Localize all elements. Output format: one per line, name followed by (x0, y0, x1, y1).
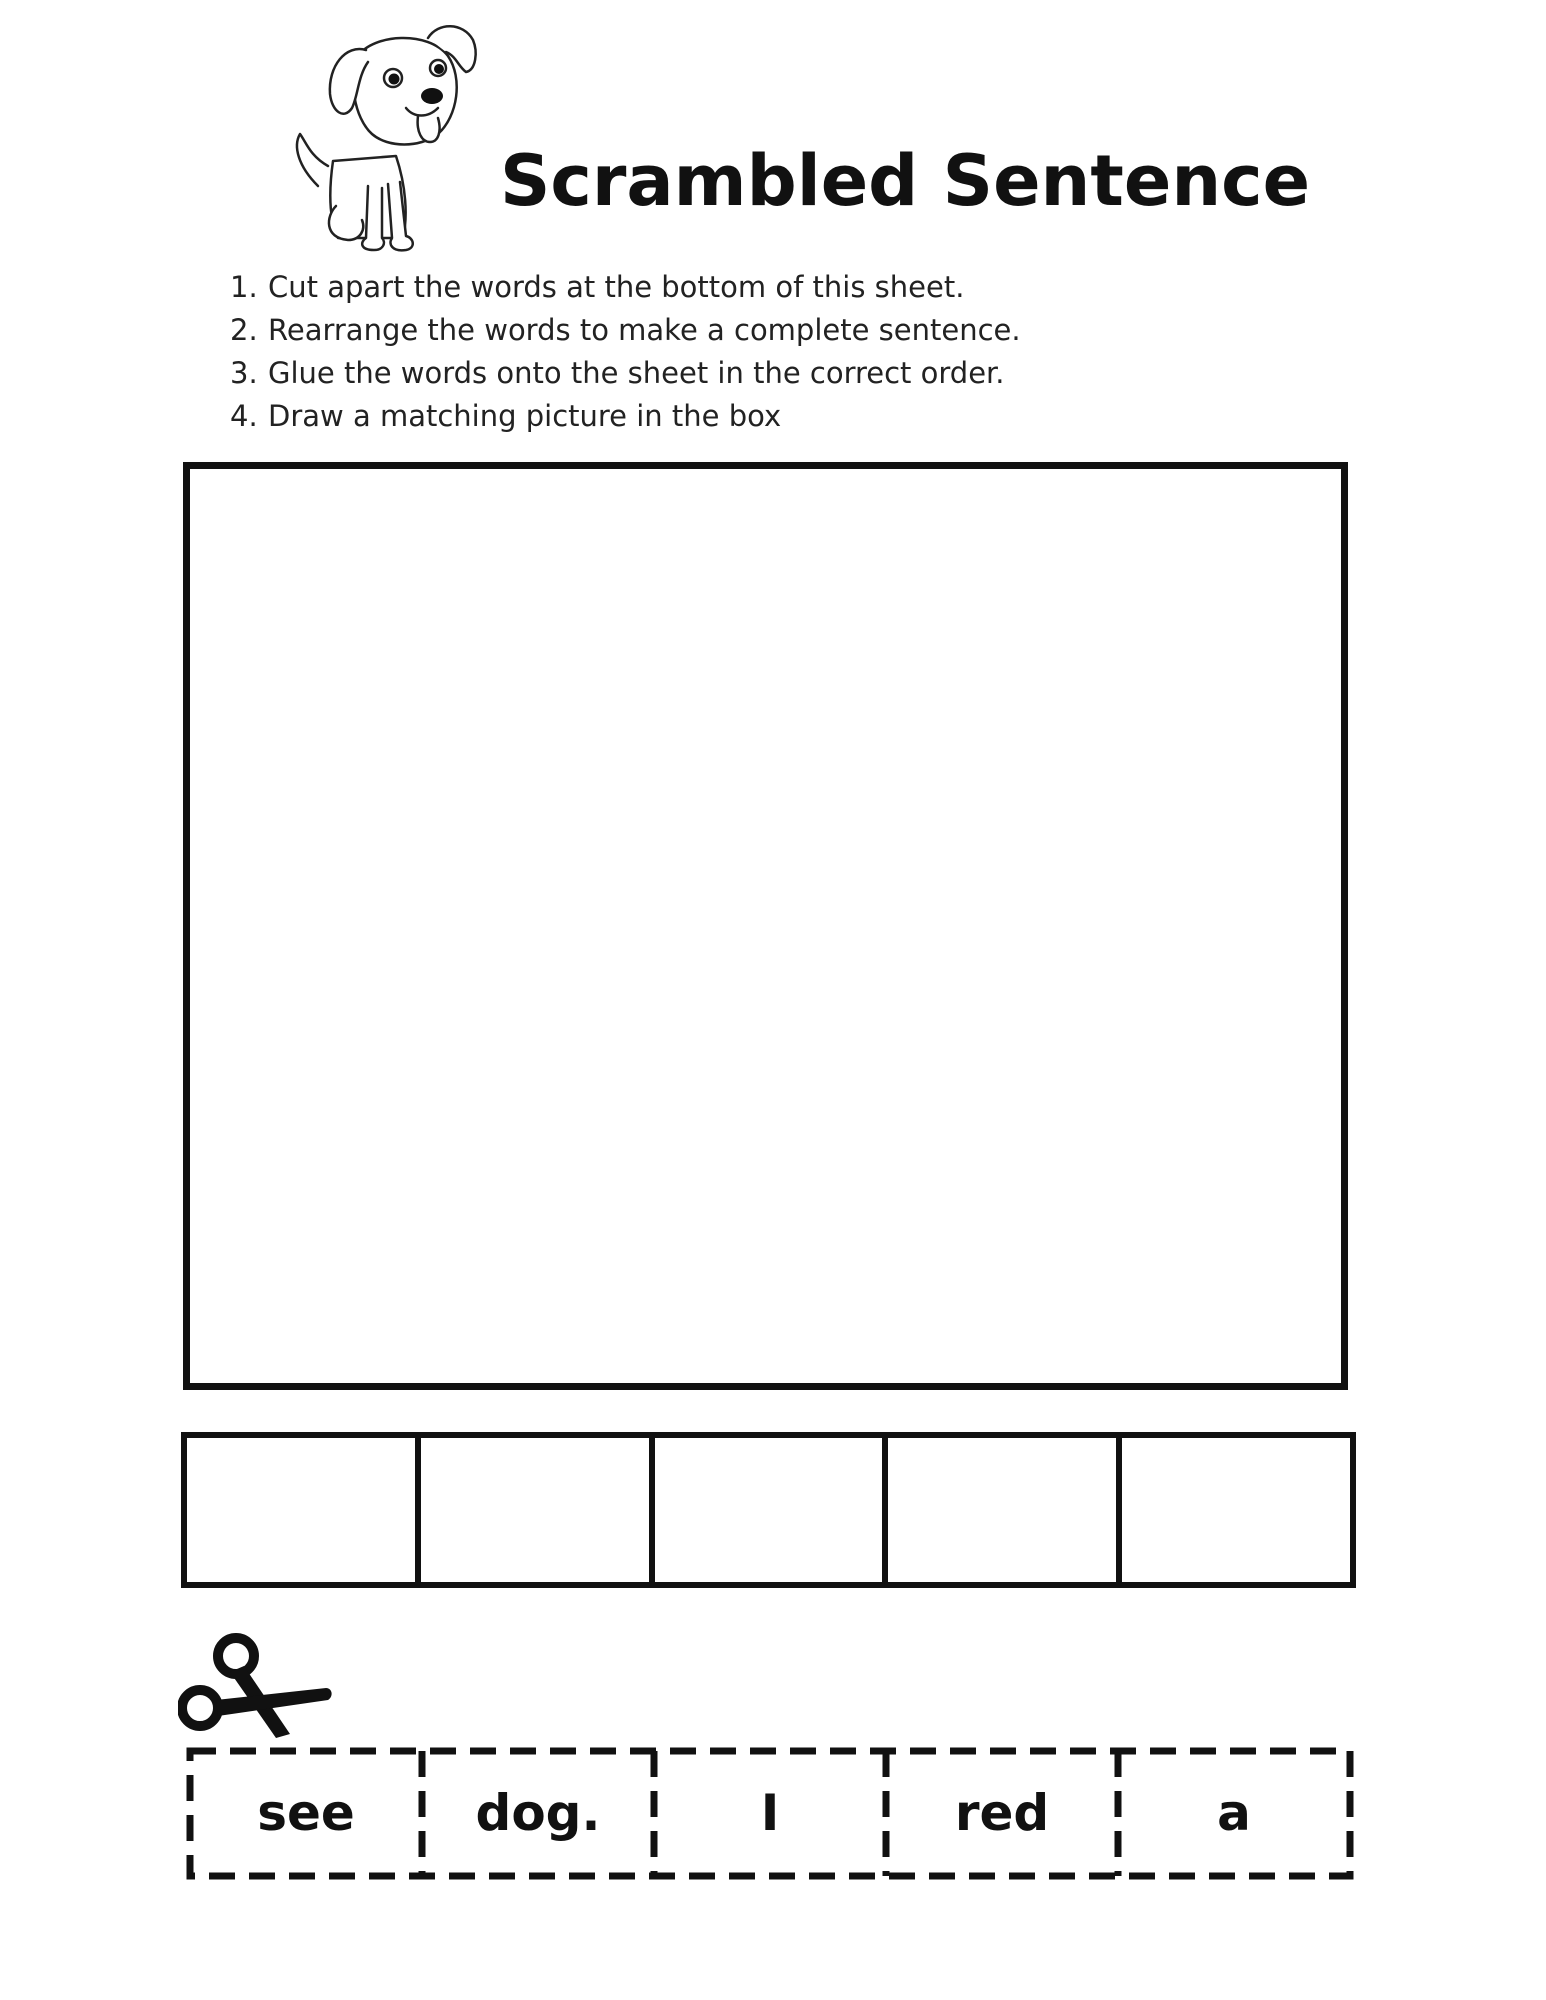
instruction-text: Draw a matching picture in the box (268, 399, 782, 433)
answer-row (181, 1432, 1356, 1588)
answer-slot[interactable] (655, 1438, 889, 1582)
word-card[interactable] (886, 1745, 1118, 1880)
word-card[interactable] (422, 1745, 654, 1880)
page-title: Scrambled Sentence (500, 140, 1311, 222)
instruction-item (230, 309, 1021, 352)
word-card[interactable] (654, 1745, 886, 1880)
word-text: a (1217, 1783, 1251, 1842)
answer-slot[interactable] (1122, 1438, 1350, 1582)
word-text: dog. (475, 1783, 601, 1842)
instruction-number: 1. (230, 270, 258, 304)
cutout-strip (186, 1745, 1356, 1880)
instruction-number: 2. (230, 313, 258, 347)
instruction-number: 4. (230, 399, 258, 433)
word-text: red (954, 1783, 1050, 1842)
answer-slot[interactable] (187, 1438, 421, 1582)
word-card[interactable] (190, 1745, 422, 1880)
instruction-number: 3. (230, 356, 258, 390)
drawing-box[interactable] (183, 462, 1348, 1390)
answer-slot[interactable] (421, 1438, 655, 1582)
instruction-text: Cut apart the words at the bottom of this sheet. (268, 270, 965, 304)
word-text: see (257, 1783, 355, 1842)
instruction-item (230, 352, 1021, 395)
instruction-item (230, 266, 1021, 309)
word-card[interactable] (1118, 1745, 1350, 1880)
instruction-text: Rearrange the words to make a complete sentence. (268, 313, 1021, 347)
instruction-text: Glue the words onto the sheet in the correct order. (268, 356, 1005, 390)
answer-slot[interactable] (888, 1438, 1122, 1582)
word-text: I (760, 1783, 780, 1842)
instruction-list (230, 266, 1021, 438)
scissors-icon (178, 1630, 338, 1740)
puppy-icon (288, 16, 488, 256)
instruction-item (230, 395, 1021, 438)
